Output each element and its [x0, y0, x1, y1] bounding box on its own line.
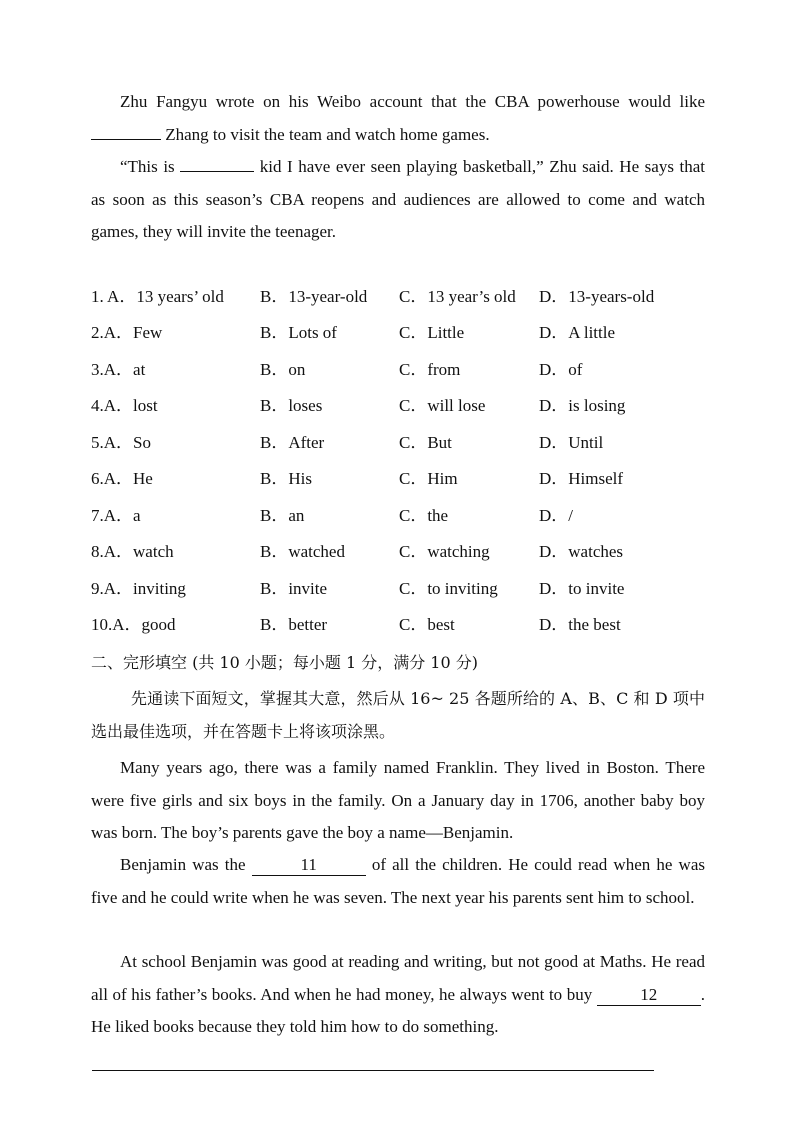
option-row-6: 6.A．He B．His C．Him D．Himself [91, 469, 624, 488]
passage1-paragraph-1: Zhu Fangyu wrote on his Weibo account that the CBA powerhouse would like Zhang to visit the team and watch home games. [91, 86, 705, 151]
option-row-5: 5.A．So B．After C．But D．Until [91, 433, 604, 452]
option-row-9: 9.A．inviting B．invite C．to inviting D．to invite [91, 579, 625, 598]
option-row-4: 4.A．lost B．loses C．will lose D．is losing [91, 396, 626, 415]
option-row-1: 1. A．13 years’ old B．13-year-old C．13 year’s old D．13-years-old [91, 287, 655, 306]
blank-line [91, 139, 161, 140]
blank-12: 12 [597, 985, 701, 1006]
passage2-paragraph-2: Benjamin was the 11 of all the children. He could read when he was five and he could write when he was seven. The next year his parents sent him to school. [91, 855, 705, 907]
section-instruction: 先通读下面短文，掌握其大意，然后从 16~ 25 各题所给的 A、B、C 和 D 项中选出最佳选项，并在答题卡上将该项涂黑。 [91, 689, 705, 741]
section-heading: 二、完形填空 (共 10 小题；每小题 1 分，满分 10 分) [91, 653, 478, 672]
blank-line [180, 171, 254, 172]
bottom-rule [92, 1070, 654, 1071]
option-row-2: 2.A．Few B．Lots of C．Little D．A little [91, 323, 616, 342]
option-row-3: 3.A．at B．on C．from D．of [91, 360, 583, 379]
option-row-8: 8.A．watch B．watched C．watching D．watches [91, 542, 624, 561]
option-row-7: 7.A．a B．an C．the D．/ [91, 506, 573, 525]
passage2-paragraph-1: Many years ago, there was a family named Franklin. They lived in Boston. There were five girls and six boys in the family. On a January day in 1706, another baby boy was born. The boy’s parents gave the boy a name—Benjamin. [91, 758, 705, 842]
blank-11: 11 [252, 855, 366, 876]
passage1-paragraph-2: “This is kid I have ever seen playing basketball,” Zhu said. He says that as soon as this season’s CBA reopens and audiences are allowed to come and watch games, they will invite the teenager. [91, 157, 705, 241]
option-row-10: 10.A．good B．better C．best D．the best [91, 615, 621, 634]
passage2-paragraph-3: At school Benjamin was good at reading and writing, but not good at Maths. He read all of his father’s books. And when he had money, he always went to buy 12 . He liked books because they told him how to do something. [91, 952, 705, 1036]
